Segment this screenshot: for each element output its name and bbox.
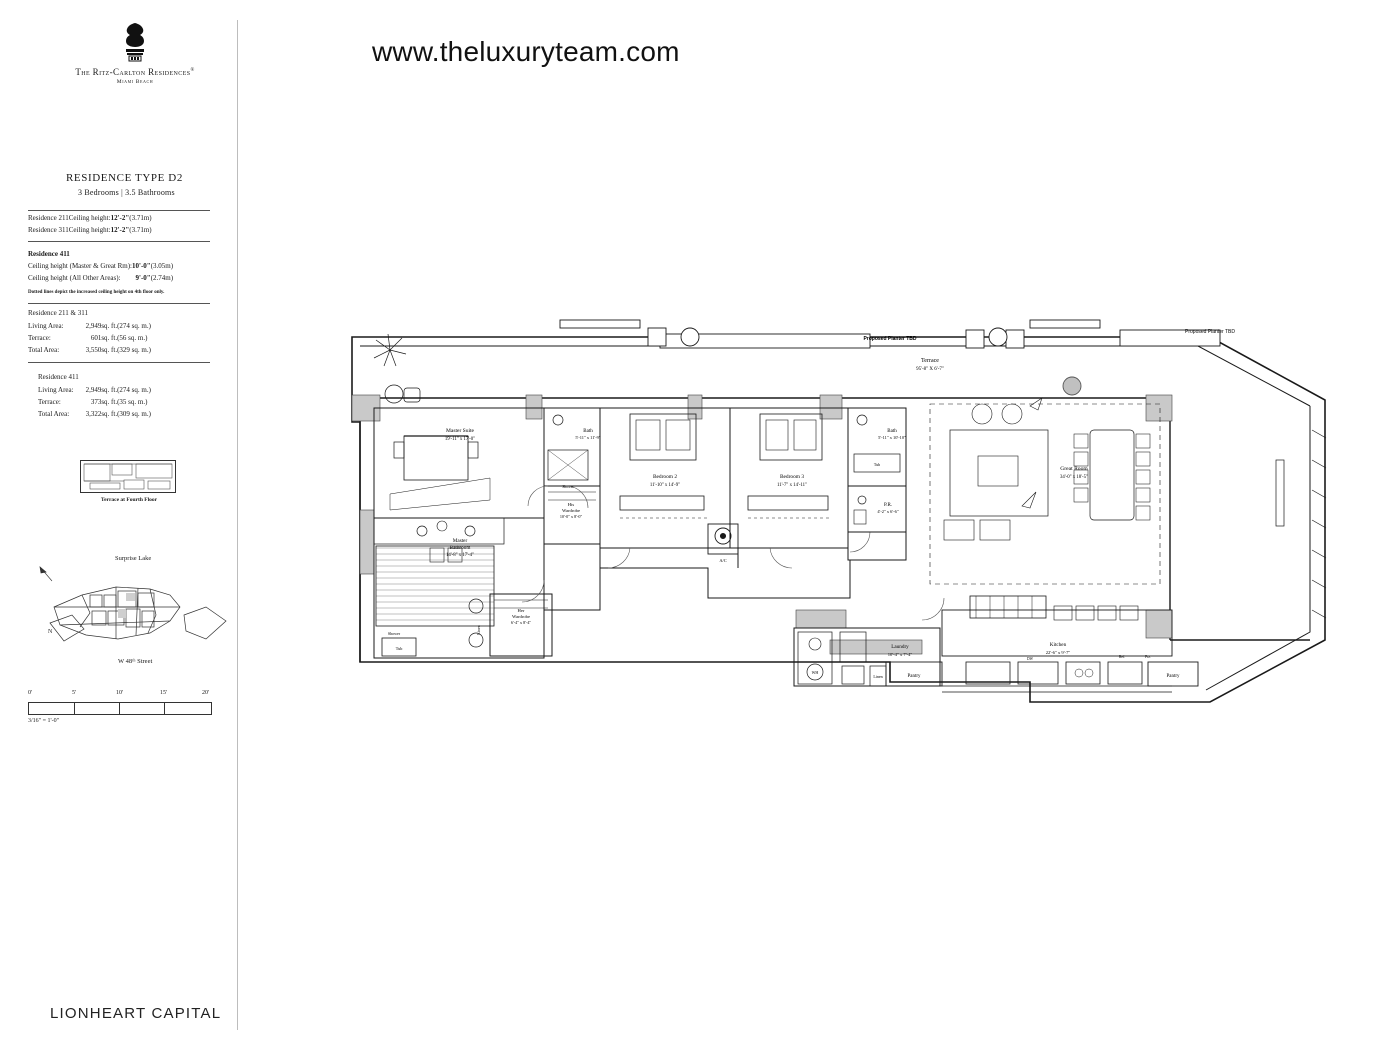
pantry-left-label: Pantry bbox=[907, 674, 921, 679]
her-wardrobe-dims: 6'-4" x 8'-4" bbox=[510, 620, 532, 625]
ref-label: Ref. bbox=[1118, 655, 1126, 659]
brand-sub: Miami Beach bbox=[116, 79, 154, 85]
dw-label: DW bbox=[1027, 657, 1033, 661]
divider-3 bbox=[28, 303, 210, 304]
pantry-right-label: Pantry bbox=[1166, 674, 1180, 679]
master-suite-label: Master Suite bbox=[446, 428, 474, 434]
bath-left-dims: 5'-11" x 11'-9" bbox=[575, 435, 601, 440]
bath-left-label: Bath bbox=[583, 429, 593, 434]
area-value: 2,949 bbox=[85, 386, 102, 394]
area-value: 373 bbox=[90, 398, 102, 406]
divider-4 bbox=[28, 362, 210, 363]
great-room-label: Great Room bbox=[1060, 466, 1088, 472]
area-label: Total Area: bbox=[28, 346, 60, 354]
area-unit: sq. ft. bbox=[101, 322, 118, 330]
area-unit: sq. ft. bbox=[101, 346, 118, 354]
lion-crest-icon bbox=[120, 22, 150, 64]
res411-note: Dotted lines depict the increased ceiling height on 4th floor only. bbox=[28, 290, 165, 295]
terrace-fourth-floor-thumbnail bbox=[80, 460, 176, 493]
res411-row-m: (3.05m) bbox=[150, 262, 174, 270]
residence-411-block bbox=[28, 249, 233, 298]
terrace-label: Terrace bbox=[921, 358, 939, 364]
residence-title: RESIDENCE TYPE D2 bbox=[66, 172, 183, 184]
res411-row-m: (2.74m) bbox=[150, 274, 174, 282]
bath-right-dims: 5'-11" x 10'-10" bbox=[878, 435, 906, 440]
brand-name: The Ritz-Carlton Residences® bbox=[75, 67, 195, 77]
area-metric: (35 sq. m.) bbox=[117, 398, 148, 406]
ceiling-m: (3.71m) bbox=[129, 214, 152, 222]
scale-bar bbox=[28, 690, 212, 724]
res411-row-ft: 9'-0" bbox=[135, 274, 151, 282]
area-value: 601 bbox=[90, 334, 102, 342]
frz-label: Frz. bbox=[1145, 655, 1151, 659]
website-url: www.theluxuryteam.com bbox=[372, 36, 680, 67]
terrace-dims: 95'-8" X 6'-7" bbox=[916, 367, 944, 372]
area-value: 3,550 bbox=[85, 346, 102, 354]
residence-subtitle: 3 Bedrooms | 3.5 Bathrooms bbox=[78, 188, 175, 197]
ac-label: A/C bbox=[719, 558, 727, 563]
key-plan-street-label: W 48ᵗʰ Street bbox=[118, 658, 153, 665]
areas-411 bbox=[38, 372, 243, 421]
areas-b-heading: Residence 411 bbox=[38, 373, 79, 381]
res411-row-label: Ceiling height (Master & Great Rm): bbox=[28, 262, 133, 270]
wh-label: WH bbox=[811, 670, 819, 675]
powder-room-label: P.R. bbox=[883, 503, 893, 508]
divider-1 bbox=[28, 210, 210, 211]
ceiling-label: Ceiling height: bbox=[68, 214, 111, 222]
ceiling-m: (3.71m) bbox=[129, 226, 152, 234]
shower-label-1: Shower bbox=[387, 631, 401, 636]
scale-tick: 5' bbox=[72, 690, 77, 696]
her-wardrobe-label-1: Her bbox=[517, 608, 525, 613]
great-room-dims: 34'-0" x 18'-5" bbox=[1059, 475, 1089, 480]
bedroom3-dims: 11'-7" x 14'-11" bbox=[776, 483, 808, 488]
powder-room-dims: 4'-2" x 6'-6" bbox=[877, 509, 899, 514]
area-unit: sq. ft. bbox=[101, 410, 118, 418]
area-label: Total Area: bbox=[38, 410, 70, 418]
key-plan bbox=[20, 555, 230, 670]
terrace-thumbnail-caption: Terrace at Fourth Floor bbox=[100, 497, 158, 503]
area-metric: (274 sq. m.) bbox=[117, 322, 151, 330]
scale-tick: 20' bbox=[202, 690, 210, 696]
linen-label-2: Linen bbox=[873, 674, 883, 679]
laundry-dims: 10'-4" x 7'-4" bbox=[887, 652, 913, 657]
ceiling-heights-211-311 bbox=[28, 213, 228, 237]
tub-label-bath: Tub bbox=[873, 462, 881, 467]
brand-block bbox=[55, 22, 215, 85]
scale-caption: 3/16" = 1'-0" bbox=[28, 718, 60, 724]
res411-heading: Residence 411 bbox=[28, 250, 70, 258]
scale-tick: 10' bbox=[116, 690, 124, 696]
area-value: 3,322 bbox=[85, 410, 102, 418]
scale-tick: 0' bbox=[28, 690, 33, 696]
area-metric: (274 sq. m.) bbox=[117, 386, 151, 394]
bedroom3-label: Bedroom 3 bbox=[779, 474, 805, 480]
kitchen-dims: 22'-6" x 9'-7" bbox=[1045, 650, 1071, 655]
key-plan-lake-label: Surprise Lake bbox=[115, 555, 152, 562]
master-bathroom-label-2: Bathroom bbox=[449, 545, 471, 551]
company-footer: LIONHEART CAPITAL bbox=[50, 1005, 222, 1022]
area-metric: (56 sq. m.) bbox=[117, 334, 148, 342]
registered-mark: ® bbox=[190, 68, 195, 73]
area-value: 2,949 bbox=[85, 322, 102, 330]
his-wardrobe-label-2: Wardrobe bbox=[562, 508, 580, 513]
tub-label-master: Tub bbox=[395, 646, 403, 651]
area-label: Living Area: bbox=[28, 322, 64, 330]
area-label: Terrace: bbox=[38, 398, 61, 406]
laundry-label: Laundry bbox=[891, 644, 909, 650]
scale-tick: 15' bbox=[160, 690, 168, 696]
divider-2 bbox=[28, 241, 210, 242]
bedroom2-label: Bedroom 2 bbox=[652, 474, 678, 480]
ceiling-unit: Residence 211 bbox=[28, 214, 69, 222]
area-unit: sq. ft. bbox=[101, 386, 118, 394]
ceiling-ft: 12'-2" bbox=[110, 226, 130, 234]
bedroom2-dims: 11'-10" x 14'-9" bbox=[649, 483, 681, 488]
master-suite-dims: 19'-11" x 17'-0" bbox=[444, 437, 476, 442]
res411-row-label: Ceiling height (All Other Areas): bbox=[28, 274, 121, 282]
area-unit: sq. ft. bbox=[101, 398, 118, 406]
area-metric: (309 sq. m.) bbox=[117, 410, 151, 418]
vertical-divider bbox=[237, 20, 238, 1030]
his-wardrobe-label-1: His bbox=[567, 502, 575, 507]
ceiling-ft: 12'-2" bbox=[110, 214, 130, 222]
her-wardrobe-label-2: Wardrobe bbox=[512, 614, 530, 619]
areas-a-heading: Residence 211 & 311 bbox=[28, 309, 88, 317]
planter-note-2: Proposed Planter TBD bbox=[1185, 329, 1235, 335]
his-wardrobe-dims: 10'-0" x 8'-0" bbox=[559, 514, 583, 519]
area-label: Living Area: bbox=[38, 386, 74, 394]
key-plan-diagram bbox=[20, 555, 230, 670]
areas-211-311 bbox=[28, 308, 233, 357]
ceiling-label: Ceiling height: bbox=[68, 226, 111, 234]
ceiling-unit: Residence 311 bbox=[28, 226, 69, 234]
floor-plan-drawing bbox=[330, 310, 1330, 740]
bath-right-label: Bath bbox=[887, 429, 897, 434]
kitchen-label: Kitchen bbox=[1049, 642, 1067, 648]
area-label: Terrace: bbox=[28, 334, 51, 342]
area-metric: (329 sq. m.) bbox=[117, 346, 151, 354]
linen-label-1: Linen bbox=[476, 625, 481, 635]
area-unit: sq. ft. bbox=[101, 334, 118, 342]
planter-note-1: Proposed Planter TBD bbox=[863, 336, 917, 342]
master-bathroom-dims: 14'-8" x 17'-4" bbox=[445, 553, 475, 558]
master-bathroom-label-1: Master bbox=[452, 538, 468, 544]
res411-row-ft: 10'-0" bbox=[132, 262, 151, 270]
north-label: N bbox=[48, 629, 53, 635]
shower-label-2: Shower bbox=[562, 485, 574, 489]
